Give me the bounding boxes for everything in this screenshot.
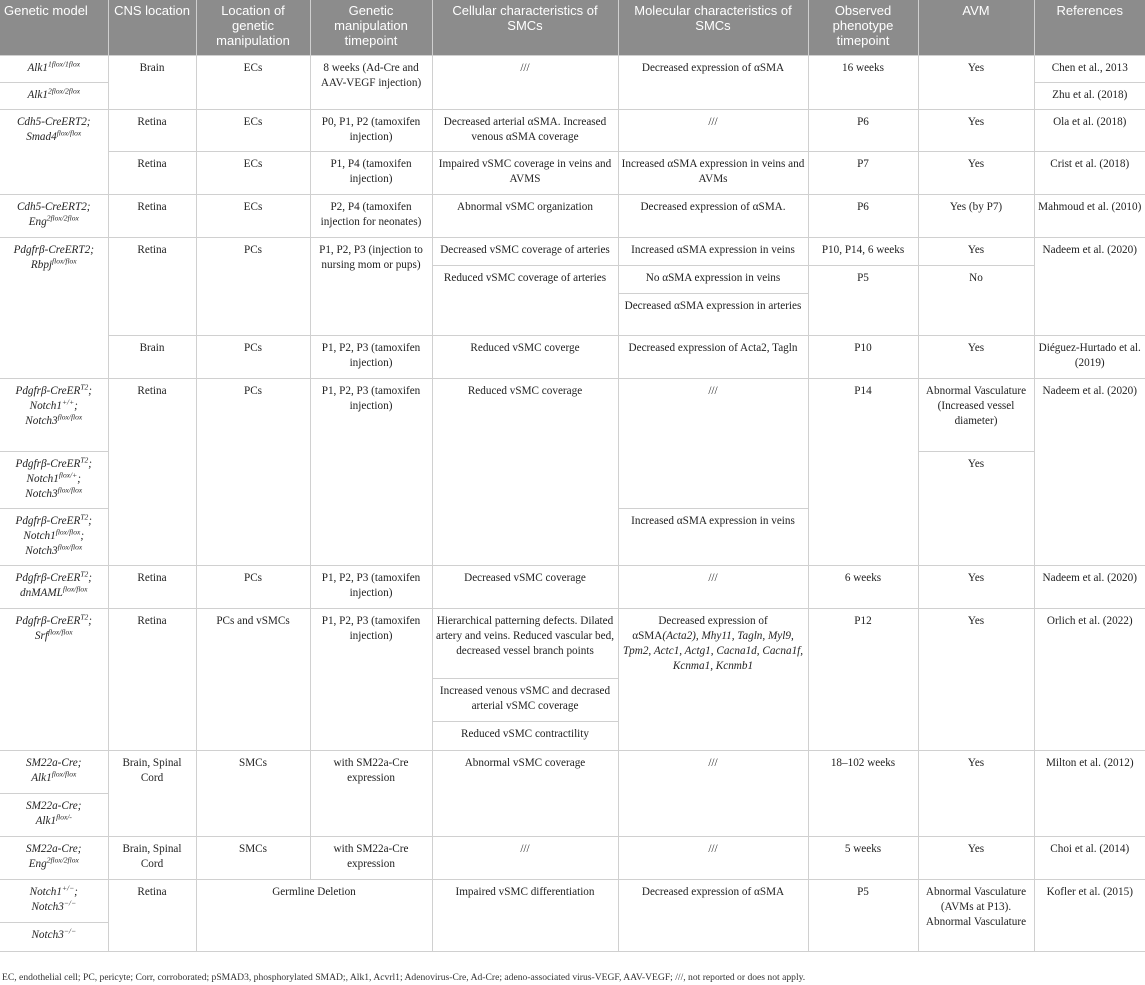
phenotype-timepoint-cell: P5 [808,265,918,335]
reference-cell: Nadeem et al. (2020) [1034,237,1145,335]
avm-cell: Yes [918,836,1034,879]
table-row [0,151,1145,194]
header-molecular-characteristics: Molecular characteristics of SMCs [618,0,808,55]
cellular-cell: Hierarchical patterning defects. Dilated artery and veins. Reduced vascular bed, decreased vessel branch points [432,608,618,678]
cellular-cell: Impaired vSMC coverage in veins and AVMS [432,151,618,194]
genetic-model-cell: Notch1+/−; Notch3−/− [0,879,108,922]
genetic-model-cell: Pdgfrβ-CreERT2; Rbpj$^{flox/flox}$ [0,237,108,378]
cns-location-cell: Retina [108,565,196,608]
cellular-cell: Reduced vSMC coverge [432,335,618,378]
manipulation-timepoint-cell: P1, P2, P3 (tamoxifen injection) [310,378,432,565]
cns-location-cell: Retina [108,194,196,237]
reference-cell: Diéguez-Hurtado et al. (2019) [1034,335,1145,378]
phenotype-timepoint-cell: 6 weeks [808,565,918,608]
molecular-cell: Decreased expression of αSMA(Acta2), Mhy11, Tagln, Myl9, Tpm2, Actc1, Actg1, Cacna1d, Cacna1f, Kcnma1, Kcnmb1 [618,608,808,750]
manipulation-timepoint-cell: P1, P2, P3 (tamoxifen injection) [310,565,432,608]
phenotype-timepoint-cell: P7 [808,151,918,194]
header-cns-location: CNS location [108,0,196,55]
genetic-model-cell: Pdgfrβ-CreER$^{T2}$; $Notch1^{flox/+}$; $Notch3^{flox/flox}$ [0,451,108,508]
cns-location-cell: Brain, Spinal Cord [108,836,196,879]
avm-cell: Yes [918,237,1034,265]
avm-cell: Yes [918,750,1034,836]
phenotype-timepoint-cell: 5 weeks [808,836,918,879]
manipulation-timepoint-cell: 8 weeks (Ad-Cre and AAV-VEGF injection) [310,55,432,109]
manipulation-timepoint-cell: P1, P2, P3 (tamoxifen injection) [310,608,432,750]
cellular-cell: Abnormal vSMC organization [432,194,618,237]
reference-cell: Ola et al. (2018) [1034,109,1145,151]
avm-cell: Yes [918,109,1034,151]
phenotype-timepoint-cell: P10 [808,335,918,378]
cns-location-cell: Retina [108,109,196,151]
molecular-cell: Decreased αSMA expression in arteries [618,293,808,335]
cellular-cell: Reduced vSMC coverage [432,378,618,565]
table-row [0,55,1145,82]
header-cellular-characteristics: Cellular characteristics of SMCs [432,0,618,55]
genetic-model-cell: Notch3−/− [0,922,108,951]
header-row [0,0,1145,55]
manipulation-location-cell: ECs [196,55,310,109]
avm-cell: Yes [918,151,1034,194]
manipulation-location-cell: PCs and vSMCs [196,608,310,750]
genetic-model-cell: Pdgfrβ-CreER$^{T2}$; Srf$^{flox/flox}$ [0,608,108,750]
reference-cell: Kofler et al. (2015) [1034,879,1145,951]
genetic-model-cell: $Alk1^{1flox/1flox}$ [0,55,108,82]
phenotype-timepoint-cell: P5 [808,879,918,951]
reference-cell: Crist et al. (2018) [1034,151,1145,194]
avm-cell: Yes (by P7) [918,194,1034,237]
molecular-cell: /// [618,750,808,836]
manipulation-timepoint-cell: with SM22a-Cre expression [310,836,432,879]
phenotype-timepoint-cell: P12 [808,608,918,750]
phenotype-timepoint-cell: P6 [808,194,918,237]
molecular-cell: /// [618,109,808,151]
cns-location-cell: Retina [108,237,196,335]
manipulation-timepoint-cell: P1, P2, P3 (injection to nursing mom or pups) [310,237,432,335]
phenotype-timepoint-cell: P14 [808,378,918,565]
manipulation-location-cell: SMCs [196,750,310,836]
header-manipulation-timepoint: Genetic manipulation timepoint [310,0,432,55]
genetic-model-cell: Cdh5-CreERT2; $Smad4^{flox/flox}$ [0,109,108,194]
molecular-cell: Decreased expression of αSMA [618,55,808,109]
manipulation-location-cell: ECs [196,194,310,237]
avm-cell: Yes [918,565,1034,608]
manipulation-location-cell: ECs [196,151,310,194]
genetic-model-cell: $Alk1^{2flox/2flox}$ [0,82,108,109]
molecular-cell: /// [618,565,808,608]
table-row [0,335,1145,378]
table-row [0,836,1145,879]
phenotype-timepoint-cell: P10, P14, 6 weeks [808,237,918,265]
molecular-cell: Decreased expression of αSMA [618,879,808,951]
manipulation-location-cell: SMCs [196,836,310,879]
reference-cell: Milton et al. (2012) [1034,750,1145,836]
cellular-cell: Reduced vSMC contractility [432,721,618,750]
cellular-cell: Abnormal vSMC coverage [432,750,618,836]
manipulation-location-cell: PCs [196,565,310,608]
cns-location-cell: Brain [108,55,196,109]
molecular-cell: Decreased expression of αSMA. [618,194,808,237]
manipulation-location-cell: PCs [196,237,310,335]
genetic-model-cell: Pdgfrβ-CreER$^{T2}$; $Notch1^{flox/flox}$; $Notch3^{flox/flox}$ [0,508,108,565]
avm-cell: Yes [918,451,1034,565]
manipulation-timepoint-cell: P1, P2, P3 (tamoxifen injection) [310,335,432,378]
cns-location-cell: Retina [108,879,196,951]
molecular-cell: Increased αSMA expression in veins and AVMs [618,151,808,194]
avm-cell: Yes [918,335,1034,378]
header-phenotype-timepoint: Observed phenotype timepoint [808,0,918,55]
avm-cell: Yes [918,608,1034,750]
table-row [0,109,1145,151]
header-avm: AVM [918,0,1034,55]
manipulation-location-cell: PCs [196,335,310,378]
avm-cell: Abnormal Vasculature (AVMs at P13). Abnormal Vasculature [918,879,1034,951]
cns-location-cell: Retina [108,378,196,565]
cellular-cell: Decreased arterial αSMA. Increased venous αSMA coverage [432,109,618,151]
table-row [0,565,1145,608]
cns-location-cell: Retina [108,151,196,194]
phenotype-timepoint-cell: 18–102 weeks [808,750,918,836]
table-footnote: EC, endothelial cell; PC, pericyte; Corr, corroborated; pSMAD3, phosphorylated SMAD;, Alk1, Acvrl1; Adenovirus-Cre, Ad-Cre; adeno-associated virus-VEGF, AAV-VEGF; ///, not reported or does not apply. [2,972,806,983]
table-row [0,194,1145,237]
avm-cell: No [918,265,1034,335]
reference-cell: Zhu et al. (2018) [1034,82,1145,109]
manipulation-location-cell: ECs [196,109,310,151]
manipulation-timepoint-cell: P1, P4 (tamoxifen injection) [310,151,432,194]
genetic-model-cell: Pdgfrβ-CreER$^{T2}$; Notch1+/+; $Notch3^{flox/flox}$ [0,378,108,451]
molecular-cell: No αSMA expression in veins [618,265,808,293]
manipulation-location-cell: PCs [196,378,310,565]
cellular-cell: Reduced vSMC coverage of arteries [432,265,618,335]
reference-cell: Nadeem et al. (2020) [1034,378,1145,565]
manipulation-cell: Germline Deletion [196,879,432,951]
header-references: References [1034,0,1145,55]
reference-cell: Mahmoud et al. (2010) [1034,194,1145,237]
reference-cell: Nadeem et al. (2020) [1034,565,1145,608]
molecular-cell: /// [618,836,808,879]
cellular-cell: Increased venous vSMC and decrased arterial vSMC coverage [432,678,618,721]
manipulation-timepoint-cell: P2, P4 (tamoxifen injection for neonates) [310,194,432,237]
molecular-cell: Increased αSMA expression in veins [618,237,808,265]
molecular-cell: Decreased expression of Acta2, Tagln [618,335,808,378]
table-row [0,378,1145,451]
molecular-cell: /// [618,378,808,508]
molecular-cell: Increased αSMA expression in veins [618,508,808,565]
manipulation-timepoint-cell: with SM22a-Cre expression [310,750,432,836]
cns-location-cell: Retina [108,608,196,750]
reference-cell: Orlich et al. (2022) [1034,608,1145,750]
cellular-cell: Decreased vSMC coverage of arteries [432,237,618,265]
genetic-model-cell: SM22a-Cre; Eng$^{2flox/2flox}$ [0,836,108,879]
genetic-model-cell: SM22a-Cre; $Alk1^{flox/flox}$ [0,750,108,793]
manipulation-timepoint-cell: P0, P1, P2 (tamoxifen injection) [310,109,432,151]
cns-location-cell: Brain, Spinal Cord [108,750,196,836]
table-row [0,750,1145,793]
genetic-model-cell: SM22a-Cre; $Alk1^{flox/-}$ [0,793,108,836]
header-location-manipulation: Location of genetic manipulation [196,0,310,55]
header-genetic-model: Genetic model [0,0,108,55]
reference-cell: Chen et al., 2013 [1034,55,1145,82]
genetic-model-cell: Cdh5-CreERT2; Eng$^{2flox/2flox}$ [0,194,108,237]
cellular-cell: Decreased vSMC coverage [432,565,618,608]
table-row [0,608,1145,678]
table-row [0,879,1145,922]
cellular-cell: /// [432,55,618,109]
avm-cell: Yes [918,55,1034,109]
genetic-model-cell: Pdgfrβ-CreER$^{T2}$; dnMAML$^{flox/flox}$ [0,565,108,608]
cns-location-cell: Brain [108,335,196,378]
cellular-cell: Impaired vSMC differentiation [432,879,618,951]
phenotype-timepoint-cell: P6 [808,109,918,151]
avm-cell: Abnormal Vasculature (Increased vessel diameter) [918,378,1034,451]
table-row [0,237,1145,265]
cellular-cell: /// [432,836,618,879]
reference-cell: Choi et al. (2014) [1034,836,1145,879]
phenotype-timepoint-cell: 16 weeks [808,55,918,109]
